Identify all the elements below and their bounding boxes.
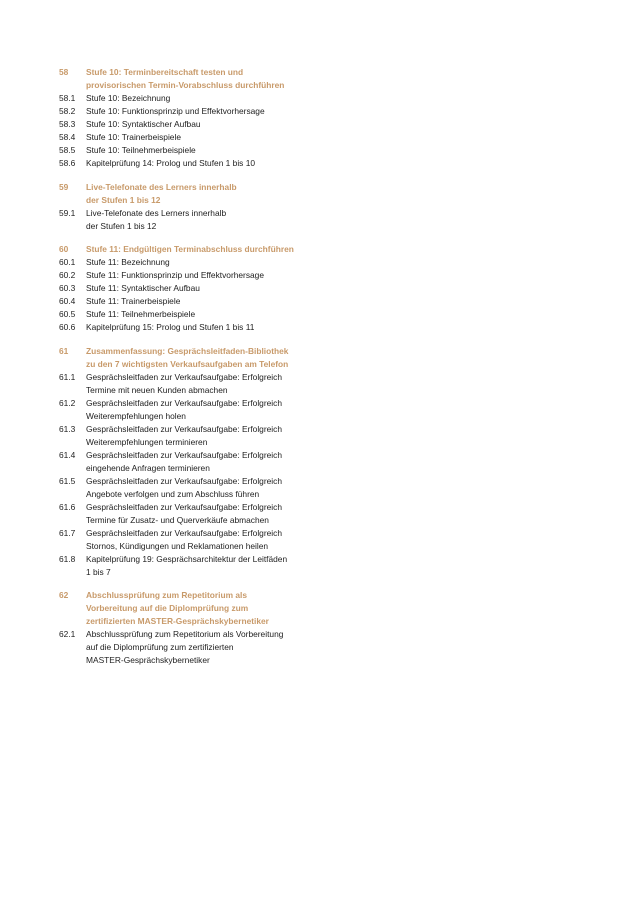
- entry-title: Stufe 10: Funktionsprinzip und Effektvorhersage: [86, 106, 265, 116]
- toc-entry[interactable]: [59, 105, 319, 118]
- entry-title: Gesprächsleitfaden zur Verkaufsaufgabe: Erfolgreich Termine für Zusatz- und Querverkäufe abmachen: [86, 501, 282, 525]
- chapter-heading[interactable]: [59, 345, 319, 371]
- toc-entry[interactable]: [59, 449, 319, 475]
- chapter-title: Stufe 11: Endgültigen Terminabschluss durchführen: [86, 244, 294, 254]
- entry-title: Gesprächsleitfaden zur Verkaufsaufgabe: Erfolgreich eingehende Anfragen terminieren: [86, 449, 282, 473]
- toc-entry[interactable]: [59, 295, 319, 308]
- entry-title: Gesprächsleitfaden zur Verkaufsaufgabe: Erfolgreich Weiterempfehlungen terminieren: [86, 423, 282, 447]
- toc-entry[interactable]: [59, 118, 319, 131]
- entry-number: 60.3: [59, 283, 76, 293]
- toc-entry[interactable]: [59, 371, 319, 397]
- toc-entry[interactable]: [59, 397, 319, 423]
- toc-entry[interactable]: [59, 207, 319, 233]
- entry-number: 61.2: [59, 397, 76, 408]
- entry-number: 58.4: [59, 132, 76, 142]
- entry-number: 61.5: [59, 475, 76, 486]
- chapter-heading[interactable]: [59, 589, 319, 628]
- toc-entry[interactable]: [59, 144, 319, 157]
- toc-chapter: [59, 345, 319, 579]
- entry-number: 58.3: [59, 119, 76, 129]
- chapter-heading[interactable]: [59, 181, 319, 207]
- entry-title: Live-Telefonate des Lerners innerhalb der Stufen 1 bis 12: [86, 207, 227, 231]
- chapter-number: 61: [59, 345, 69, 356]
- entry-number: 61.8: [59, 553, 76, 564]
- entry-number: 58.5: [59, 145, 76, 155]
- entry-title: Gesprächsleitfaden zur Verkaufsaufgabe: Erfolgreich Stornos, Kündigungen und Reklamationen heilen: [86, 527, 282, 551]
- chapter-heading[interactable]: [59, 66, 319, 92]
- entry-title: Stufe 11: Funktionsprinzip und Effektvorhersage: [86, 270, 264, 280]
- toc-entry[interactable]: [59, 282, 319, 295]
- toc-entry[interactable]: [59, 553, 319, 579]
- entry-number: 60.4: [59, 296, 76, 306]
- entry-title: Kapitelprüfung 19: Gesprächsarchitektur der Leitfäden 1 bis 7: [86, 553, 288, 577]
- chapter-number: 58: [59, 67, 69, 77]
- chapter-heading[interactable]: [59, 243, 319, 256]
- entry-title: Stufe 11: Bezeichnung: [86, 257, 170, 267]
- toc-entry[interactable]: [59, 527, 319, 553]
- entry-title: Gesprächsleitfaden zur Verkaufsaufgabe: Erfolgreich Termine mit neuen Kunden abmachen: [86, 371, 282, 395]
- toc-chapter: [59, 243, 319, 334]
- toc-entry[interactable]: [59, 501, 319, 527]
- entry-title: Stufe 10: Bezeichnung: [86, 93, 171, 103]
- toc-entry[interactable]: [59, 423, 319, 449]
- entry-number: 58.6: [59, 158, 76, 168]
- entry-number: 60.5: [59, 309, 76, 319]
- chapter-number: 59: [59, 181, 69, 192]
- entry-title: Kapitelprüfung 15: Prolog und Stufen 1 bis 11: [86, 322, 255, 332]
- chapter-title: Stufe 10: Terminbereitschaft testen und provisorischen Termin-Vorabschluss durchführen: [86, 67, 285, 90]
- entry-number: 61.7: [59, 527, 76, 538]
- chapter-number: 62: [59, 590, 69, 600]
- toc-entry[interactable]: [59, 157, 319, 170]
- entry-title: Abschlussprüfung zum Repetitorium als Vorbereitung auf die Diplomprüfung zum zertifizierten MASTER-Gesprächskybernetiker: [86, 629, 284, 665]
- toc-chapter: [59, 589, 319, 667]
- entry-title: Kapitelprüfung 14: Prolog und Stufen 1 bis 10: [86, 158, 256, 168]
- entry-title: Stufe 10: Teilnehmerbeispiele: [86, 145, 196, 155]
- entry-number: 62.1: [59, 629, 76, 639]
- entry-title: Stufe 10: Trainerbeispiele: [86, 132, 181, 142]
- entry-number: 61.3: [59, 423, 76, 434]
- entry-title: Gesprächsleitfaden zur Verkaufsaufgabe: Erfolgreich Weiterempfehlungen holen: [86, 397, 282, 421]
- chapter-title: Zusammenfassung: Gesprächsleitfaden-Bibliothek zu den 7 wichtigsten Verkaufsaufgaben am Telefon: [86, 345, 289, 369]
- entry-number: 58.1: [59, 93, 76, 103]
- toc-chapter: [59, 181, 319, 233]
- entry-title: Stufe 11: Trainerbeispiele: [86, 296, 181, 306]
- chapter-number: 60: [59, 244, 69, 254]
- entry-title: Stufe 11: Teilnehmerbeispiele: [86, 309, 196, 319]
- entry-number: 59.1: [59, 207, 76, 218]
- chapter-title: Abschlussprüfung zum Repetitorium als Vorbereitung auf die Diplomprüfung zum zertifizierten MASTER-Gesprächskybernetiker: [86, 590, 269, 626]
- toc-chapter: [59, 66, 319, 170]
- entry-title: Stufe 10: Syntaktischer Aufbau: [86, 119, 201, 129]
- toc-entry[interactable]: [59, 628, 319, 667]
- entry-number: 60.2: [59, 270, 76, 280]
- toc-entry[interactable]: [59, 475, 319, 501]
- toc-entry[interactable]: [59, 321, 319, 334]
- entry-title: Stufe 11: Syntaktischer Aufbau: [86, 283, 200, 293]
- table-of-contents: [59, 66, 319, 678]
- entry-title: Gesprächsleitfaden zur Verkaufsaufgabe: Erfolgreich Angebote verfolgen und zum Abschluss führen: [86, 475, 282, 499]
- entry-number: 58.2: [59, 106, 76, 116]
- entry-number: 61.1: [59, 371, 76, 382]
- chapter-title: Live-Telefonate des Lerners innerhalb der Stufen 1 bis 12: [86, 181, 237, 205]
- toc-entry[interactable]: [59, 308, 319, 321]
- entry-number: 60.6: [59, 322, 76, 332]
- toc-entry[interactable]: [59, 131, 319, 144]
- toc-entry[interactable]: [59, 256, 319, 269]
- entry-number: 61.6: [59, 501, 76, 512]
- toc-entry[interactable]: [59, 92, 319, 105]
- entry-number: 61.4: [59, 449, 76, 460]
- toc-entry[interactable]: [59, 269, 319, 282]
- entry-number: 60.1: [59, 257, 76, 267]
